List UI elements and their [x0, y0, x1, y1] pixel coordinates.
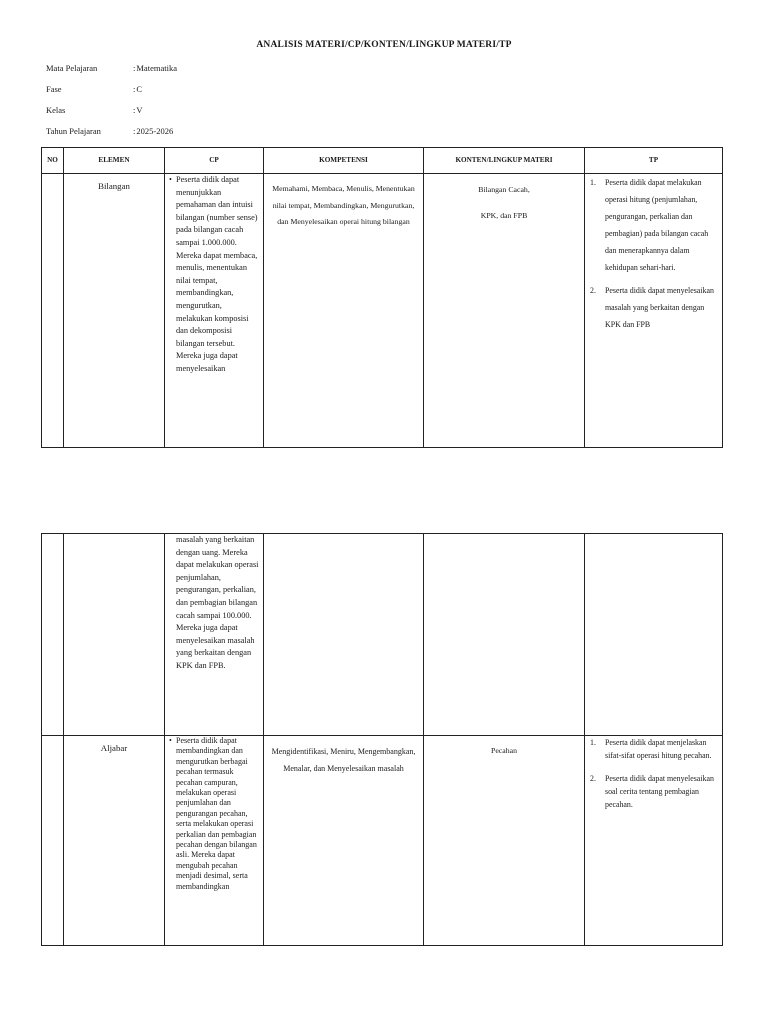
meta-value: : V — [133, 105, 143, 115]
header-tp: TP — [585, 148, 723, 174]
bullet-icon: • — [169, 175, 172, 184]
cell-cp — [165, 534, 264, 736]
header-no: NO — [42, 148, 64, 174]
cell-tp — [585, 174, 723, 448]
header-cp: CP — [165, 148, 264, 174]
konten-item: Bilangan Cacah, — [478, 185, 530, 194]
cell-elemen: Aljabar — [64, 736, 165, 946]
cell-konten — [424, 534, 585, 736]
tp-number: 1. — [590, 738, 596, 747]
tp-number: 2. — [590, 286, 596, 295]
meta-label: Kelas — [46, 105, 66, 115]
cell-kompetensi: Mengidentifikasi, Meniru, Mengembangkan, Menalar, dan Menyelesaikan masalah — [264, 736, 424, 946]
meta-value: : C — [133, 84, 142, 94]
tp-text: Peserta didik dapat menjelaskan sifat-sifat operasi hitung pecahan. — [605, 738, 712, 760]
meta-value: : Matematika — [133, 63, 177, 73]
cell-elemen — [64, 534, 165, 736]
meta-label: Fase — [46, 84, 62, 94]
table-header-row — [42, 148, 723, 174]
meta-label: Tahun Pelajaran — [46, 126, 101, 136]
cell-tp — [585, 534, 723, 736]
tp-item — [588, 736, 719, 762]
cell-konten — [424, 174, 585, 448]
bullet-icon: • — [169, 736, 172, 745]
header-elemen: ELEMEN — [64, 148, 165, 174]
cp-text: Peserta didik dapat menunjukkan pemahaman dan intuisi bilangan (number sense) pada bilangan cacah sampai 1.000.000. Mereka dapat membaca, menulis, menentukan nilai tempat, membandingkan, mengurutkan, melakukan komposisi dan dekomposisi bilangan tersebut. Mereka juga dapat menyelesaikan — [176, 175, 258, 373]
tp-number: 1. — [590, 178, 596, 187]
table-row — [42, 174, 723, 448]
tp-text: Peserta didik dapat menyelesaikan soal cerita tentang pembagian pecahan. — [605, 774, 714, 809]
cell-elemen: Bilangan — [64, 174, 165, 448]
cell-konten — [424, 736, 585, 946]
cp-text: Peserta didik dapat membandingkan dan mengurutkan berbagai pecahan termasuk pecahan campuran, melakukan operasi penjumlahan dan pengurangan pecahan, serta melakukan operasi perkalian dan pembagian pecahan dengan bilangan asli. Mereka dapat mengubah pecahan menjadi desimal, serta membandingkan — [176, 736, 257, 891]
page-title: ANALISIS MATERI/CP/KONTEN/LINGKUP MATERI/TP — [256, 40, 512, 50]
table-row — [42, 736, 723, 946]
tp-text: Peserta didik dapat melakukan operasi hitung (penjumlahan, pengurangan, perkalian dan pembagian) pada bilangan cacah dan menerapkannya dalam kehidupan sehari-hari. — [605, 178, 709, 272]
cell-no — [42, 736, 64, 946]
tp-item — [588, 174, 719, 276]
meta-value: : 2025-2026 — [133, 126, 173, 136]
analysis-table — [41, 147, 723, 448]
tp-item — [588, 282, 719, 333]
cell-cp — [165, 174, 264, 448]
cell-kompetensi: Memahami, Membaca, Menulis, Menentukan nilai tempat, Membandingkan, Mengurutkan, dan Menyelesaikan operai hitung bilangan — [264, 174, 424, 448]
header-kompetensi: KOMPETENSI — [264, 148, 424, 174]
tp-item — [588, 772, 719, 811]
cp-text: masalah yang berkaitan dengan uang. Mereka dapat melakukan operasi penjumlahan, pengurangan, perkalian, dan pembagian bilangan cacah sampai 100.000. Mereka juga dapat menyelesaikan masalah yang berkaitan dengan KPK dan FPB. — [176, 535, 259, 670]
tp-number: 2. — [590, 774, 596, 783]
cell-no — [42, 174, 64, 448]
cell-tp — [585, 736, 723, 946]
meta-label: Mata Pelajaran — [46, 63, 98, 73]
header-konten: KONTEN/LINGKUP MATERI — [424, 148, 585, 174]
cell-no — [42, 534, 64, 736]
cell-kompetensi — [264, 534, 424, 736]
tp-text: Peserta didik dapat menyelesaikan masalah yang berkaitan dengan KPK dan FPB — [605, 286, 714, 329]
cell-cp — [165, 736, 264, 946]
konten-item: KPK, dan FPB — [480, 211, 528, 220]
analysis-table-continued — [41, 533, 723, 946]
table-row — [42, 534, 723, 736]
konten-item: Pecahan — [491, 746, 517, 755]
